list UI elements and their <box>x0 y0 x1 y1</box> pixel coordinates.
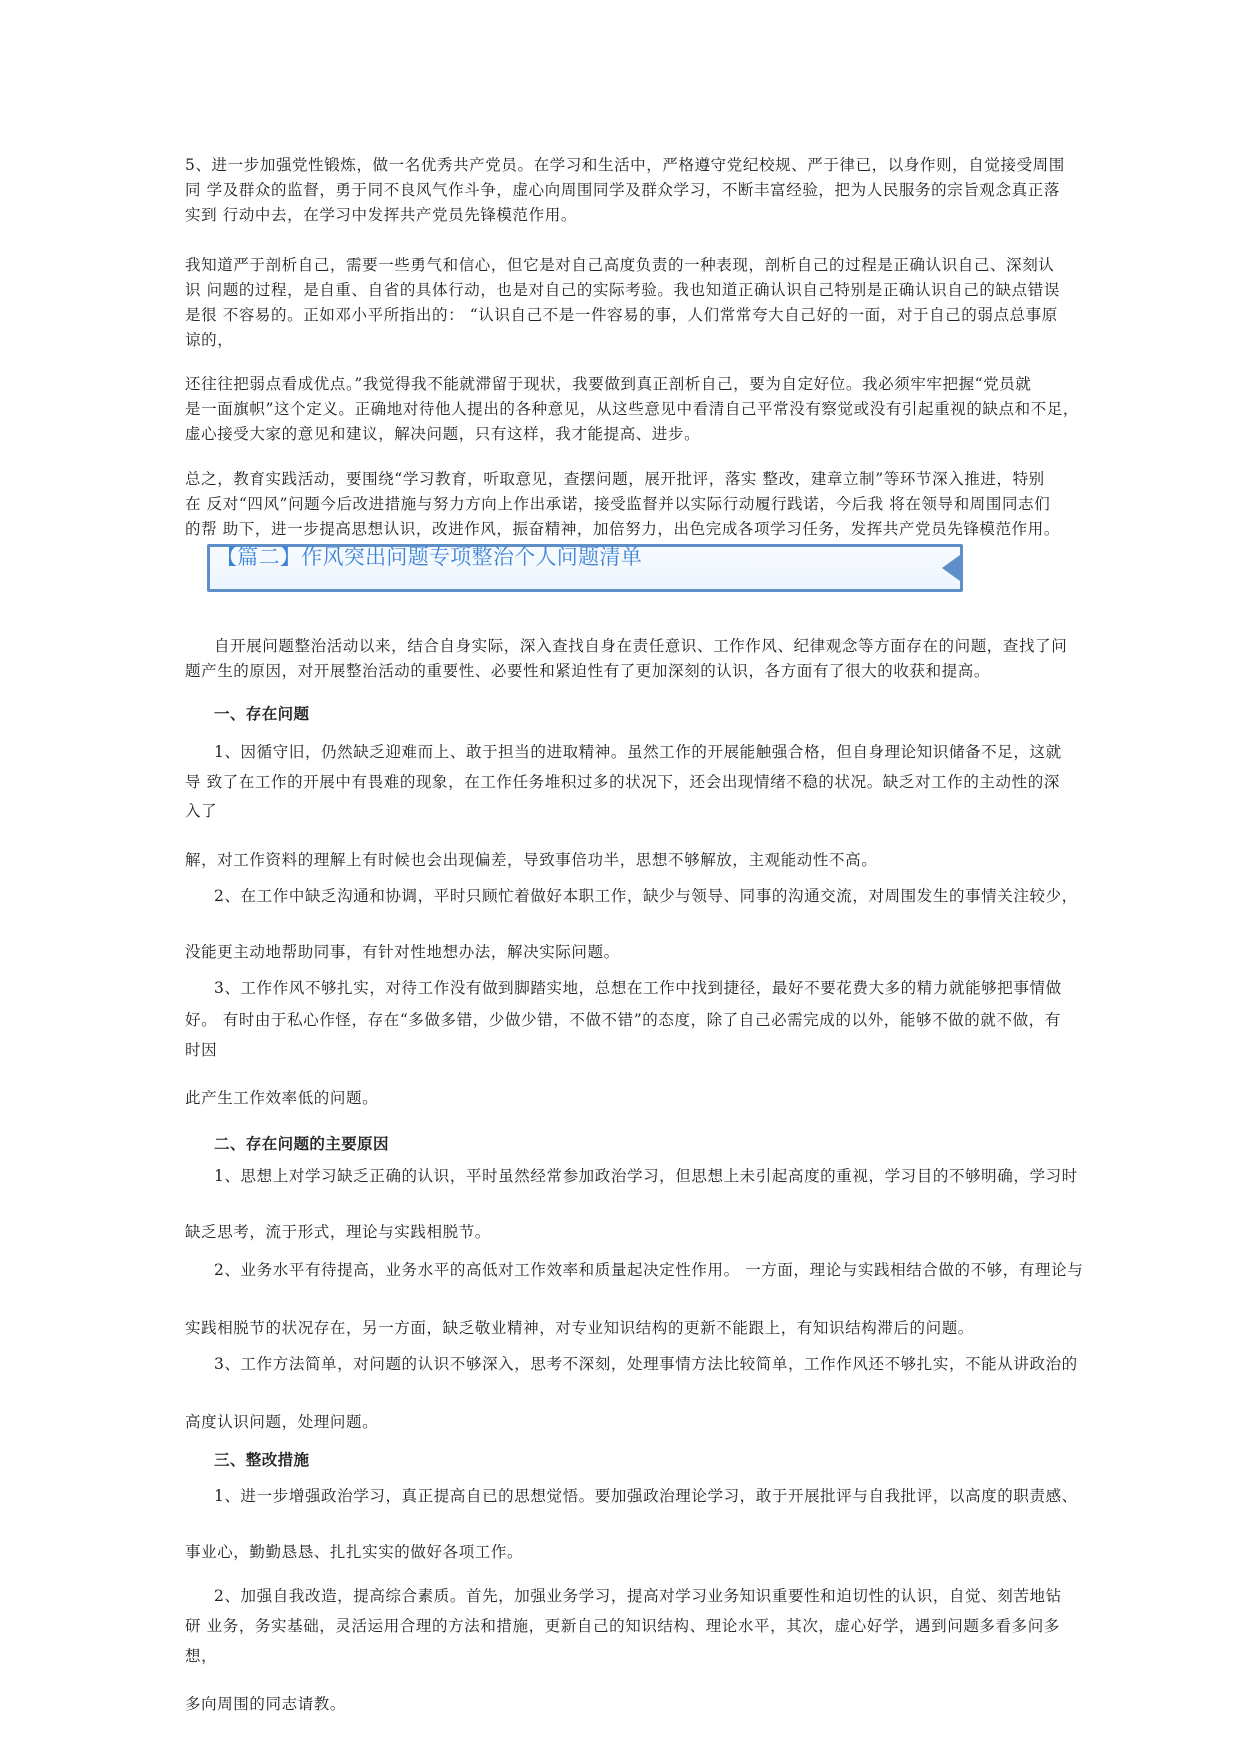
text-line: 总之，教育实践活动，要围绕“学习教育，听取意见，查摆问题，展开批评，落实 整改，建章立制”等环节深入推进，特别 <box>185 470 1045 488</box>
text-line: 3、工作方法简单，对问题的认识不够深入，思考不深刻，处理事情方法比较简单，工作作风还不够扎实，不能从讲政治的 <box>214 1355 1078 1373</box>
text-line: 题产生的原因，对开展整治活动的重要性、必要性和紧迫性有了更加深刻的认识，各方面有了很大的收获和提高。 <box>185 662 991 680</box>
text-line: 好。 有时由于私心作怪，存在“多做多错，少做少错，不做不错”的态度，除了自己必需完成的以外，能够不做的就不做，有 <box>185 1011 1061 1029</box>
text-line: 缺乏思考，流于形式，理论与实践相脱节。 <box>185 1223 491 1241</box>
text-line: 入了 <box>185 802 218 820</box>
text-line: 多向周围的同志请教。 <box>185 1695 347 1713</box>
text-line: 5、进一步加强党性锻炼，做一名优秀共产党员。在学习和生活中，严格遵守党纪校规、严于律已，以身作则，自觉接受周围 <box>185 156 1065 174</box>
text-line: 研 业务，务实基础，灵活运用合理的方法和措施，更新自己的知识结构、理论水平，其次，虚心好学，遇到问题多看多问多 <box>185 1617 1060 1635</box>
text-line: 在 反对“四风”问题今后改进措施与努力方向上作出承诺，接受监督并以实际行动履行践诺，今后我 将在领导和周围同志们 <box>185 495 1051 513</box>
banner-arrow-icon <box>942 555 960 581</box>
banner-title: 【篇二】作风突出问题专项整治个人问题清单 <box>216 545 642 569</box>
text-line: 我知道严于剖析自己，需要一些勇气和信心，但它是对自己高度负责的一种表现，剖析自己的过程是正确认识自己、深刻认 <box>185 256 1055 274</box>
text-line: 导 致了在工作的开展中有畏难的现象，在工作任务堆积过多的状况下，还会出现情绪不稳的状况。缺乏对工作的主动性的深 <box>185 773 1060 791</box>
text-line: 解，对工作资料的理解上有时候也会出现偏差，导致事倍功半，思想不够解放，主观能动性不高。 <box>185 851 878 869</box>
text-line: 没能更主动地帮助同事，有针对性地想办法，解决实际问题。 <box>185 943 620 961</box>
text-line: 3、工作作风不够扎实，对待工作没有做到脚踏实地，总想在工作中找到捷径，最好不要花费大多的精力就能够把事情做 <box>214 979 1062 997</box>
text-line: 2、业务水平有待提高，业务水平的高低对工作效率和质量起决定性作用。 一方面，理论与实践相结合做的不够，有理论与 <box>214 1261 1084 1279</box>
text-line: 是一面旗帜”这个定义。正确地对待他人提出的各种意见，从这些意见中看清自己平常没有察觉或没有引起重视的缺点和不足， <box>185 400 1080 418</box>
text-line: 还往往把弱点看成优点。”我觉得我不能就滞留于现状，我要做到真正剖析自己，要为自定好位。我必须牢牢把握“党员就 <box>185 375 1032 393</box>
text-line: 的帮 助下，进一步提高思想认识，改进作风，振奋精神，加倍努力，出色完成各项学习任务，发挥共产党员先锋模范作用。 <box>185 520 1060 538</box>
text-line: 实践相脱节的状况存在，另一方面，缺乏敬业精神，对专业知识结构的更新不能跟上，有知识结构滞后的问题。 <box>185 1319 974 1337</box>
text-line: 此产生工作效率低的问题。 <box>185 1089 379 1107</box>
text-line: 虚心接受大家的意见和建议，解决问题，只有这样，我才能提高、进步。 <box>185 425 701 443</box>
text-line: 谅的， <box>185 331 234 349</box>
text-line: 事业心，勤勤恳恳、扎扎实实的做好各项工作。 <box>185 1543 524 1561</box>
text-line: 高度认识问题，处理问题。 <box>185 1413 379 1431</box>
text-line: 2、加强自我改造，提高综合素质。首先，加强业务学习，提高对学习业务知识重要性和迫切性的认识，自觉、刻苦地钻 <box>214 1587 1062 1605</box>
section-banner <box>207 544 963 592</box>
text-line: 2、在工作中缺乏沟通和协调，平时只顾忙着做好本职工作，缺少与领导、同事的沟通交流，对周围发生的事情关注较少， <box>214 887 1078 905</box>
text-line: 想， <box>185 1647 218 1665</box>
text-line: 1、进一步增强政治学习，真正提高自已的思想觉悟。要加强政治理论学习，敢于开展批评与自我批评，以高度的职责感、 <box>214 1487 1078 1505</box>
heading-rectification-measures: 三、整改措施 <box>214 1451 310 1469</box>
text-line: 1、思想上对学习缺乏正确的认识，平时虽然经常参加政治学习，但思想上未引起高度的重视，学习目的不够明确，学习时 <box>214 1167 1078 1185</box>
text-line: 实到 行动中去，在学习中发挥共产党员先锋模范作用。 <box>185 206 577 224</box>
heading-existing-problems: 一、存在问题 <box>214 705 310 723</box>
heading-main-causes: 二、存在问题的主要原因 <box>214 1135 389 1153</box>
text-line: 1、因循守旧，仍然缺乏迎难而上、敢于担当的进取精神。虽然工作的开展能触强合格，但自身理论知识储备不足，这就 <box>214 743 1062 761</box>
text-line: 是很 不容易的。正如邓小平所指出的： “认识自己不是一件容易的事，人们常常夸大自己好的一面，对于自己的弱点总事原 <box>185 306 1058 324</box>
text-line: 识 问题的过程，是自重、自省的具体行动，也是对自己的实际考验。我也知道正确认识自己特别是正确认识自己的缺点错误 <box>185 281 1060 299</box>
text-line: 时因 <box>185 1041 218 1059</box>
text-line: 同 学及群众的监督，勇于同不良风气作斗争，虚心向周围同学及群众学习，不断丰富经验，把为人民服务的宗旨观念真正落 <box>185 181 1060 199</box>
text-line: 自开展问题整治活动以来，结合自身实际，深入查找自身在责任意识、工作作风、纪律观念等方面存在的问题，查找了问 <box>214 637 1068 655</box>
